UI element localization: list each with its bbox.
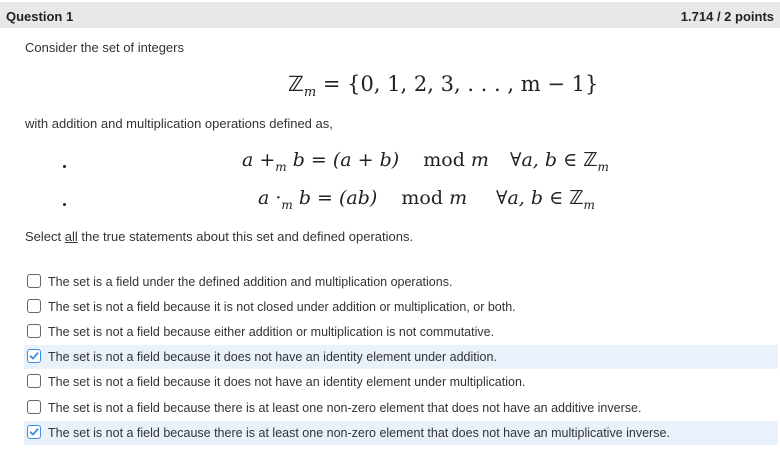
multiplication-definition: $a \cdot_m$ b = (ab) mod m [258, 187, 468, 212]
multiplication-quantifier: ∀a, b ∈ ℤ$_m$ [496, 187, 595, 212]
option-label: The set is not a field because it does not have an identity element under multiplication. [48, 375, 526, 389]
stem-intro: Consider the set of integers [25, 40, 184, 55]
operations-intro: with addition and multiplication operations defined as, [25, 116, 333, 131]
option-row[interactable] [24, 370, 778, 394]
instruction: Select all the true statements about this set and defined operations. [25, 229, 414, 244]
bullet [63, 203, 66, 206]
option-row[interactable] [24, 421, 778, 445]
question-score: 1.714 / 2 points [680, 9, 774, 24]
option-label: The set is not a field because it does not have an identity element under addition. [48, 350, 497, 364]
option-row[interactable] [24, 345, 778, 369]
set-definition: ℤ$_m$ = {0, 1, 2, 3, . . . , m − 1} [288, 72, 599, 101]
option-row[interactable] [24, 396, 778, 420]
checkbox-checked[interactable] [27, 349, 41, 363]
checkbox-checked[interactable] [27, 425, 41, 439]
question-title: Question 1 [6, 9, 74, 24]
option-label: The set is not a field because it is not closed under addition or multiplication, or both. [48, 300, 516, 314]
checkbox[interactable] [27, 274, 41, 288]
option-label: The set is a field under the defined addition and multiplication operations. [48, 275, 453, 289]
checkmark-icon [28, 426, 40, 438]
option-label: The set is not a field because there is at least one non-zero element that does not have an multiplicative inverse. [48, 426, 670, 440]
question-header [0, 2, 780, 28]
option-row[interactable] [24, 295, 778, 319]
addition-quantifier: ∀a, b ∈ ℤ$_m$ [510, 149, 609, 174]
bullet [63, 165, 66, 168]
checkbox[interactable] [27, 374, 41, 388]
checkbox[interactable] [27, 400, 41, 414]
option-row[interactable] [24, 270, 778, 294]
option-label: The set is not a field because there is at least one non-zero element that does not have an additive inverse. [48, 401, 642, 415]
checkbox[interactable] [27, 299, 41, 313]
addition-definition: $a +_m$ b = (a + b) mod m [242, 149, 489, 174]
option-row[interactable] [24, 320, 778, 344]
checkmark-icon [28, 350, 40, 362]
checkbox[interactable] [27, 324, 41, 338]
option-label: The set is not a field because either addition or multiplication is not commutative. [48, 325, 495, 339]
